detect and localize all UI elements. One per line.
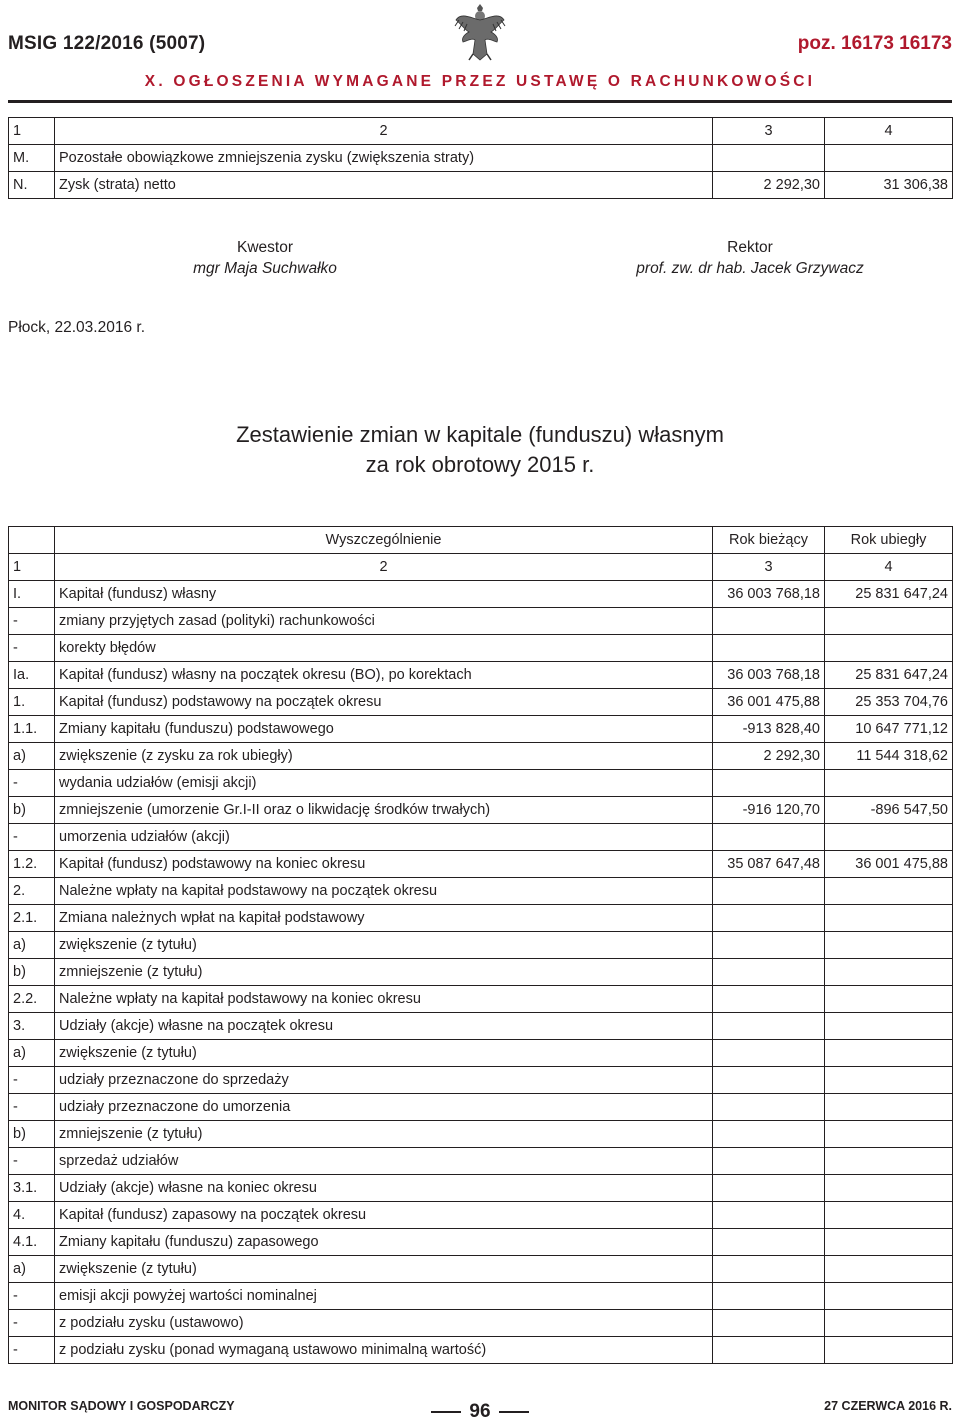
cell-current-year [713,986,825,1013]
signature-right [600,237,900,279]
cell-current-year [713,1013,825,1040]
cell-number: 1. [9,689,55,716]
cell-previous-year: 31 306,38 [825,172,953,199]
cell-previous-year [825,1202,953,1229]
cell-current-year [713,1148,825,1175]
cell-number: 1.2. [9,851,55,878]
footer-date: 27 CZERWCA 2016 R. [824,1399,952,1413]
table-row [9,1148,953,1175]
cell-current-year [713,878,825,905]
cell-description: Zmiany kapitału (funduszu) zapasowego [55,1229,713,1256]
place-date: Płock, 22.03.2016 r. [8,319,146,336]
cell-current-year [713,1121,825,1148]
table-row [9,878,953,905]
table-row [9,608,953,635]
footer-page-number [0,1401,960,1423]
cell-previous-year: 25 831 647,24 [825,581,953,608]
table-row [9,770,953,797]
cell-current-year: -916 120,70 [713,797,825,824]
cell-current-year [713,1229,825,1256]
cell-current-year [713,635,825,662]
table-row [9,824,953,851]
cell-description: zmniejszenie (z tytułu) [55,1121,713,1148]
cell-description: 2 [55,554,713,581]
polish-eagle-emblem-icon [453,2,507,64]
signature-left-name: mgr Maja Suchwałko [193,260,337,277]
cell-description: zwiększenie (z tytułu) [55,1040,713,1067]
cell-description: zwiększenie (z tytułu) [55,1256,713,1283]
cell-number: a) [9,1256,55,1283]
table-row [9,635,953,662]
table-row [9,1067,953,1094]
table-row [9,662,953,689]
cell-previous-year [825,1121,953,1148]
cell-number: - [9,1283,55,1310]
statement-title-line1: Zestawienie zmian w kapitale (funduszu) własnym [236,422,724,447]
header-cell-number [9,527,55,554]
cell-description: korekty błędów [55,635,713,662]
cell-description: Udziały (akcje) własne na początek okresu [55,1013,713,1040]
cell-current-year [713,1256,825,1283]
cell-number: 2.1. [9,905,55,932]
cell-number: b) [9,797,55,824]
cell-current-year [713,932,825,959]
table-row [9,959,953,986]
cell-number: b) [9,959,55,986]
cell-description: zwiększenie (z zysku za rok ubiegły) [55,743,713,770]
cell-description: umorzenia udziałów (akcji) [55,824,713,851]
cell-number: a) [9,1040,55,1067]
cell-number: 1.1. [9,716,55,743]
cell-number: 3. [9,1013,55,1040]
cell-previous-year [825,905,953,932]
table-row [9,1337,953,1364]
cell-number: - [9,608,55,635]
table-row [9,743,953,770]
cell-description: Kapitał (fundusz) podstawowy na koniec okresu [55,851,713,878]
cell-current-year [713,1337,825,1364]
cell-current-year: 3 [713,554,825,581]
cell-previous-year [825,1310,953,1337]
cell-number: - [9,770,55,797]
cell-number: - [9,1067,55,1094]
cell-previous-year [825,1067,953,1094]
table-row [9,1121,953,1148]
cell-number: - [9,1310,55,1337]
cell-current-year [713,824,825,851]
cell-previous-year [825,1256,953,1283]
cell-description: Należne wpłaty na kapitał podstawowy na początek okresu [55,878,713,905]
table-row [9,986,953,1013]
cell-current-year: 3 [713,118,825,145]
cell-description: zmniejszenie (umorzenie Gr.I-II oraz o likwidację środków trwałych) [55,797,713,824]
cell-description: Kapitał (fundusz) własny na początek okresu (BO), po korektach [55,662,713,689]
table-row [9,797,953,824]
cell-current-year: 36 003 768,18 [713,662,825,689]
table-row [9,851,953,878]
cell-current-year: 36 003 768,18 [713,581,825,608]
cell-number: 1 [9,554,55,581]
header-cell-description: Wyszczególnienie [55,527,713,554]
cell-description: Pozostałe obowiązkowe zmniejszenia zysku (zwiększenia straty) [55,145,713,172]
continuation-table [8,117,953,199]
table-row [9,932,953,959]
cell-previous-year: 11 544 318,62 [825,743,953,770]
cell-number: 4. [9,1202,55,1229]
issue-number: MSIG 122/2016 (5007) [8,33,206,54]
cell-description: z podziału zysku (ponad wymaganą ustawowo minimalną wartość) [55,1337,713,1364]
cell-description: zmniejszenie (z tytułu) [55,959,713,986]
cell-description: z podziału zysku (ustawowo) [55,1310,713,1337]
cell-current-year [713,1067,825,1094]
cell-description: 2 [55,118,713,145]
cell-number: - [9,824,55,851]
signature-left-role: Kwestor [237,239,293,256]
cell-current-year [713,1094,825,1121]
table-row [9,581,953,608]
cell-number: - [9,1337,55,1364]
table-row [9,1310,953,1337]
cell-current-year [713,1040,825,1067]
signature-left [150,237,380,279]
cell-previous-year [825,145,953,172]
table-row [9,118,953,145]
footer-publisher: MONITOR SĄDOWY I GOSPODARCZY [8,1399,235,1413]
cell-previous-year [825,1094,953,1121]
cell-previous-year: -896 547,50 [825,797,953,824]
cell-description: Kapitał (fundusz) podstawowy na początek okresu [55,689,713,716]
cell-previous-year [825,635,953,662]
page-dash-right [499,1411,529,1413]
cell-current-year [713,770,825,797]
header-cell-previous-year: Rok ubiegły [825,527,953,554]
cell-previous-year: 4 [825,118,953,145]
cell-previous-year: 4 [825,554,953,581]
table-row [9,1094,953,1121]
cell-previous-year [825,770,953,797]
cell-number: b) [9,1121,55,1148]
cell-previous-year [825,878,953,905]
cell-number: M. [9,145,55,172]
cell-description: Udziały (akcje) własne na koniec okresu [55,1175,713,1202]
cell-description: zmiany przyjętych zasad (polityki) rachunkowości [55,608,713,635]
cell-previous-year [825,1283,953,1310]
cell-description: wydania udziałów (emisji akcji) [55,770,713,797]
table-row [9,1013,953,1040]
cell-number: - [9,635,55,662]
cell-current-year: 36 001 475,88 [713,689,825,716]
cell-previous-year [825,1229,953,1256]
table-row [9,1040,953,1067]
table-row [9,145,953,172]
cell-number: - [9,1148,55,1175]
cell-previous-year: 36 001 475,88 [825,851,953,878]
cell-previous-year [825,986,953,1013]
cell-number: N. [9,172,55,199]
cell-description: sprzedaż udziałów [55,1148,713,1175]
cell-current-year [713,1310,825,1337]
cell-current-year [713,145,825,172]
table-header-row [9,527,953,554]
cell-previous-year: 10 647 771,12 [825,716,953,743]
cell-previous-year: 25 831 647,24 [825,662,953,689]
position-number: poz. 16173 16173 [797,33,952,54]
cell-current-year [713,1175,825,1202]
page-number: 96 [469,1401,491,1422]
table-row [9,1202,953,1229]
cell-current-year [713,1283,825,1310]
header-cell-current-year: Rok bieżący [713,527,825,554]
cell-current-year [713,959,825,986]
cell-description: Kapitał (fundusz) zapasowy na początek okresu [55,1202,713,1229]
cell-previous-year [825,1040,953,1067]
cell-current-year: 2 292,30 [713,743,825,770]
signature-right-name: prof. zw. dr hab. Jacek Grzywacz [636,260,864,277]
equity-changes-table [8,526,953,1364]
section-title: X. OGŁOSZENIA WYMAGANE PRZEZ USTAWĘ O RACHUNKOWOŚCI [144,73,816,90]
signature-right-role: Rektor [727,239,773,256]
table-row [9,1229,953,1256]
cell-previous-year [825,1337,953,1364]
cell-current-year: 2 292,30 [713,172,825,199]
cell-number: 2.2. [9,986,55,1013]
cell-description: emisji akcji powyżej wartości nominalnej [55,1283,713,1310]
table-row [9,1175,953,1202]
cell-previous-year [825,932,953,959]
cell-description: zwiększenie (z tytułu) [55,932,713,959]
cell-number: Ia. [9,662,55,689]
cell-previous-year: 25 353 704,76 [825,689,953,716]
cell-previous-year [825,1013,953,1040]
cell-previous-year [825,959,953,986]
cell-current-year [713,608,825,635]
statement-title [0,420,960,480]
cell-current-year: 35 087 647,48 [713,851,825,878]
table-row [9,689,953,716]
cell-number: 3.1. [9,1175,55,1202]
table-row [9,1283,953,1310]
cell-previous-year [825,1175,953,1202]
cell-number: - [9,1094,55,1121]
cell-description: Zmiana należnych wpłat na kapitał podstawowy [55,905,713,932]
cell-description: udziały przeznaczone do sprzedaży [55,1067,713,1094]
cell-number: a) [9,743,55,770]
statement-title-line2: za rok obrotowy 2015 r. [365,452,595,477]
cell-previous-year [825,824,953,851]
cell-number: 4.1. [9,1229,55,1256]
page-dash-left [431,1411,461,1413]
cell-previous-year [825,1148,953,1175]
table-row [9,1256,953,1283]
cell-current-year [713,1202,825,1229]
cell-description: Kapitał (fundusz) własny [55,581,713,608]
cell-description: Zysk (strata) netto [55,172,713,199]
cell-number: I. [9,581,55,608]
cell-current-year: -913 828,40 [713,716,825,743]
table-row [9,905,953,932]
header-divider [8,100,952,103]
cell-description: udziały przeznaczone do umorzenia [55,1094,713,1121]
table-row [9,554,953,581]
cell-current-year [713,905,825,932]
cell-previous-year [825,608,953,635]
cell-number: 2. [9,878,55,905]
cell-description: Należne wpłaty na kapitał podstawowy na koniec okresu [55,986,713,1013]
cell-number: 1 [9,118,55,145]
table-row [9,172,953,199]
cell-description: Zmiany kapitału (funduszu) podstawowego [55,716,713,743]
cell-number: a) [9,932,55,959]
table-row [9,716,953,743]
